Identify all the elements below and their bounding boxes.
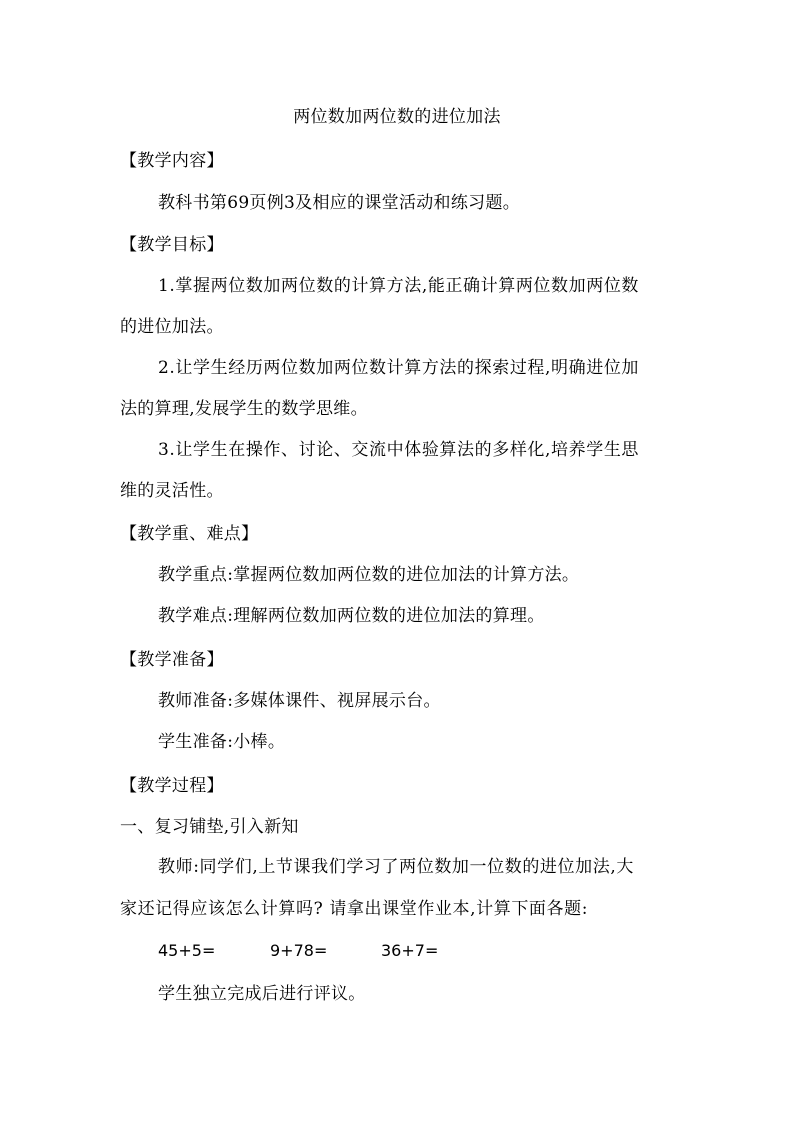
objective-2-line-2: 法的算理,发展学生的数学思维。 [120,399,368,419]
process-paragraph-1-line-1: 教师:同学们,上节课我们学习了两位数加一位数的进位加法,大 [158,857,634,877]
teacher-preparation-text: 教师准备:多媒体课件、视屏展示台。 [158,691,441,711]
exercise-item: 36+7= [381,941,439,960]
objective-1-line-1: 1.掌握两位数加两位数的计算方法,能正确计算两位数加两位数 [158,276,640,296]
key-point-text: 教学重点:掌握两位数加两位数的进位加法的计算方法。 [158,565,580,585]
heading-key-points: 【教学重、难点】 [120,524,259,544]
objective-1-line-2: 的进位加法。 [120,317,224,337]
heading-preparation: 【教学准备】 [120,650,224,670]
exercise-item: 9+78= [270,941,328,960]
objective-3-line-1: 3.让学生在操作、讨论、交流中体验算法的多样化,培养学生思 [158,440,640,460]
process-paragraph-2: 学生独立完成后进行评议。 [158,984,366,1004]
section-1-heading: 一、复习铺垫,引入新知 [120,817,299,837]
process-paragraph-1-line-2: 家还记得应该怎么计算吗? 请拿出课堂作业本,计算下面各题: [120,899,589,919]
exercise-item: 45+5= [158,941,216,960]
document-title: 两位数加两位数的进位加法 [293,107,501,127]
objective-2-line-1: 2.让学生经历两位数加两位数计算方法的探索过程,明确进位加 [158,358,640,378]
teaching-content-text: 教科书第69页例3及相应的课堂活动和练习题。 [158,193,521,213]
difficult-point-text: 教学难点:理解两位数加两位数的进位加法的算理。 [158,606,545,626]
heading-teaching-content: 【教学内容】 [120,151,224,171]
heading-teaching-objectives: 【教学目标】 [120,235,224,255]
student-preparation-text: 学生准备:小棒。 [158,732,286,752]
heading-teaching-process: 【教学过程】 [120,776,224,796]
objective-3-line-2: 维的灵活性。 [120,481,224,501]
